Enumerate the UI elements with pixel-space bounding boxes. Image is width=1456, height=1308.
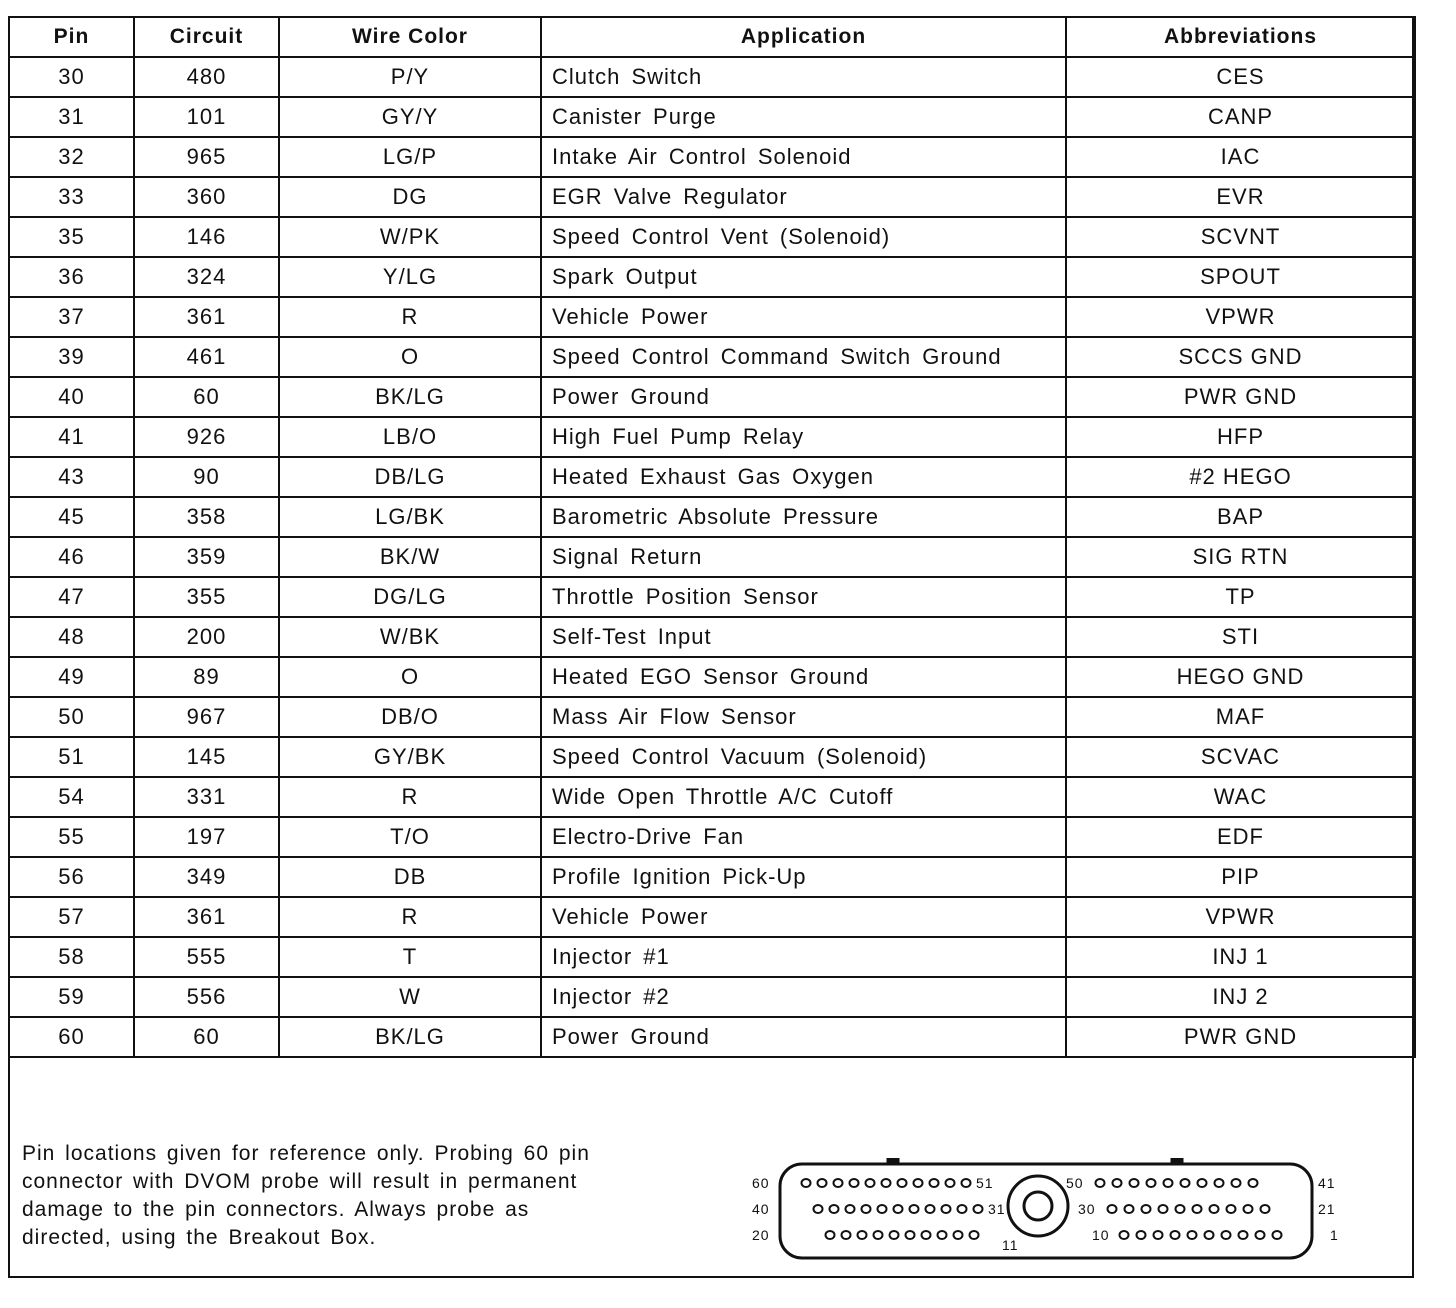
pin-hole bbox=[850, 1179, 859, 1187]
pin-label-1: 1 bbox=[1330, 1227, 1339, 1243]
pin-hole bbox=[1164, 1179, 1173, 1187]
cell-abbreviation: SCVAC bbox=[1066, 737, 1415, 777]
cell-application: Wide Open Throttle A/C Cutoff bbox=[541, 777, 1066, 817]
cell-application: Spark Output bbox=[541, 257, 1066, 297]
table-row bbox=[9, 857, 1415, 897]
cell-wire-color: DG/LG bbox=[279, 577, 541, 617]
header-application: Application bbox=[541, 17, 1066, 57]
cell-wire-color: T bbox=[279, 937, 541, 977]
pin-hole bbox=[890, 1231, 899, 1239]
cell-pin: 49 bbox=[9, 657, 134, 697]
pin-label-40: 40 bbox=[752, 1201, 770, 1217]
pin-label-41: 41 bbox=[1318, 1175, 1336, 1191]
cell-wire-color: BK/W bbox=[279, 537, 541, 577]
cell-application: Vehicle Power bbox=[541, 297, 1066, 337]
pin-hole bbox=[1137, 1231, 1146, 1239]
cell-pin: 50 bbox=[9, 697, 134, 737]
pin-hole bbox=[1171, 1231, 1180, 1239]
pin-hole bbox=[862, 1205, 871, 1213]
pin-hole bbox=[846, 1205, 855, 1213]
cell-abbreviation: SPOUT bbox=[1066, 257, 1415, 297]
cell-wire-color: P/Y bbox=[279, 57, 541, 97]
cell-pin: 55 bbox=[9, 817, 134, 857]
table-row bbox=[9, 697, 1415, 737]
cell-application: Clutch Switch bbox=[541, 57, 1066, 97]
pin-hole bbox=[898, 1179, 907, 1187]
cell-pin: 43 bbox=[9, 457, 134, 497]
cell-pin: 57 bbox=[9, 897, 134, 937]
cell-abbreviation: INJ 1 bbox=[1066, 937, 1415, 977]
cell-wire-color: DG bbox=[279, 177, 541, 217]
cell-wire-color: R bbox=[279, 897, 541, 937]
cell-wire-color: O bbox=[279, 337, 541, 377]
table-row bbox=[9, 177, 1415, 217]
pin-hole bbox=[1096, 1179, 1105, 1187]
cell-circuit: 90 bbox=[134, 457, 279, 497]
header-wire-color: Wire Color bbox=[279, 17, 541, 57]
pin-label-60: 60 bbox=[752, 1175, 770, 1191]
cell-wire-color: DB bbox=[279, 857, 541, 897]
cell-pin: 54 bbox=[9, 777, 134, 817]
pin-hole bbox=[1227, 1205, 1236, 1213]
cell-wire-color: Y/LG bbox=[279, 257, 541, 297]
table-row bbox=[9, 57, 1415, 97]
cell-pin: 30 bbox=[9, 57, 134, 97]
pin-hole bbox=[1130, 1179, 1139, 1187]
pin-hole bbox=[866, 1179, 875, 1187]
cell-abbreviation: SIG RTN bbox=[1066, 537, 1415, 577]
pin-label-50: 50 bbox=[1066, 1175, 1084, 1191]
cell-wire-color: GY/Y bbox=[279, 97, 541, 137]
pin-hole bbox=[1215, 1179, 1224, 1187]
cell-abbreviation: TP bbox=[1066, 577, 1415, 617]
pin-hole bbox=[814, 1205, 823, 1213]
cell-abbreviation: CANP bbox=[1066, 97, 1415, 137]
header-pin: Pin bbox=[9, 17, 134, 57]
cell-circuit: 197 bbox=[134, 817, 279, 857]
cell-abbreviation: VPWR bbox=[1066, 297, 1415, 337]
table-row bbox=[9, 257, 1415, 297]
table-row bbox=[9, 817, 1415, 857]
cell-wire-color: DB/O bbox=[279, 697, 541, 737]
cell-application: Injector #1 bbox=[541, 937, 1066, 977]
pin-hole bbox=[1210, 1205, 1219, 1213]
pin-label-20: 20 bbox=[752, 1227, 770, 1243]
cell-wire-color: R bbox=[279, 297, 541, 337]
cell-circuit: 360 bbox=[134, 177, 279, 217]
pin-hole bbox=[1108, 1205, 1117, 1213]
pin-hole bbox=[958, 1205, 967, 1213]
cell-abbreviation: VPWR bbox=[1066, 897, 1415, 937]
cell-pin: 51 bbox=[9, 737, 134, 777]
cell-pin: 35 bbox=[9, 217, 134, 257]
pin-hole bbox=[1120, 1231, 1129, 1239]
cell-application: Profile Ignition Pick-Up bbox=[541, 857, 1066, 897]
pin-hole bbox=[930, 1179, 939, 1187]
pin-table bbox=[8, 16, 1416, 1058]
cell-abbreviation: PWR GND bbox=[1066, 377, 1415, 417]
cell-pin: 37 bbox=[9, 297, 134, 337]
pin-hole bbox=[906, 1231, 915, 1239]
pin-hole bbox=[1198, 1179, 1207, 1187]
cell-pin: 60 bbox=[9, 1017, 134, 1057]
pin-hole bbox=[922, 1231, 931, 1239]
cell-application: Intake Air Control Solenoid bbox=[541, 137, 1066, 177]
cell-application: Injector #2 bbox=[541, 977, 1066, 1017]
pin-hole bbox=[938, 1231, 947, 1239]
pin-hole bbox=[1193, 1205, 1202, 1213]
table-row bbox=[9, 617, 1415, 657]
cell-abbreviation: BAP bbox=[1066, 497, 1415, 537]
pin-hole bbox=[1176, 1205, 1185, 1213]
pin-hole bbox=[954, 1231, 963, 1239]
table-row bbox=[9, 337, 1415, 377]
table-row bbox=[9, 737, 1415, 777]
pin-hole bbox=[1273, 1231, 1282, 1239]
cell-wire-color: GY/BK bbox=[279, 737, 541, 777]
cell-circuit: 555 bbox=[134, 937, 279, 977]
cell-circuit: 324 bbox=[134, 257, 279, 297]
cell-application: Signal Return bbox=[541, 537, 1066, 577]
pin-hole bbox=[818, 1179, 827, 1187]
cell-wire-color: W/PK bbox=[279, 217, 541, 257]
pin-hole bbox=[970, 1231, 979, 1239]
reference-note bbox=[22, 1140, 672, 1252]
cell-pin: 39 bbox=[9, 337, 134, 377]
connector-diagram bbox=[748, 1158, 1348, 1268]
pin-hole bbox=[914, 1179, 923, 1187]
cell-circuit: 145 bbox=[134, 737, 279, 777]
note-line: directed, using the Breakout Box. bbox=[22, 1226, 377, 1249]
cell-wire-color: T/O bbox=[279, 817, 541, 857]
table-header-row bbox=[9, 17, 1415, 57]
cell-abbreviation: #2 HEGO bbox=[1066, 457, 1415, 497]
pin-hole bbox=[1244, 1205, 1253, 1213]
cell-abbreviation: MAF bbox=[1066, 697, 1415, 737]
cell-circuit: 359 bbox=[134, 537, 279, 577]
cell-circuit: 355 bbox=[134, 577, 279, 617]
cell-abbreviation: PWR GND bbox=[1066, 1017, 1415, 1057]
cell-abbreviation: WAC bbox=[1066, 777, 1415, 817]
note-line: Pin locations given for reference only. Probing 60 pin bbox=[22, 1142, 590, 1165]
cell-wire-color: DB/LG bbox=[279, 457, 541, 497]
connector-outline bbox=[780, 1158, 1312, 1258]
cell-pin: 47 bbox=[9, 577, 134, 617]
cell-application: EGR Valve Regulator bbox=[541, 177, 1066, 217]
pin-label-11: 11 bbox=[1002, 1237, 1019, 1253]
cell-pin: 59 bbox=[9, 977, 134, 1017]
cell-wire-color: O bbox=[279, 657, 541, 697]
header-abbreviations: Abbreviations bbox=[1066, 17, 1415, 57]
cell-circuit: 461 bbox=[134, 337, 279, 377]
cell-pin: 33 bbox=[9, 177, 134, 217]
cell-application: Throttle Position Sensor bbox=[541, 577, 1066, 617]
table-row bbox=[9, 497, 1415, 537]
pin-label-30: 30 bbox=[1078, 1201, 1096, 1217]
pin-hole bbox=[1261, 1205, 1270, 1213]
cell-circuit: 200 bbox=[134, 617, 279, 657]
cell-wire-color: LG/BK bbox=[279, 497, 541, 537]
cell-application: Speed Control Command Switch Ground bbox=[541, 337, 1066, 377]
pin-hole bbox=[1249, 1179, 1258, 1187]
pin-hole bbox=[1125, 1205, 1134, 1213]
cell-application: Mass Air Flow Sensor bbox=[541, 697, 1066, 737]
cell-application: High Fuel Pump Relay bbox=[541, 417, 1066, 457]
pin-hole bbox=[1142, 1205, 1151, 1213]
cell-circuit: 926 bbox=[134, 417, 279, 457]
cell-circuit: 361 bbox=[134, 897, 279, 937]
cell-application: Canister Purge bbox=[541, 97, 1066, 137]
pin-hole bbox=[910, 1205, 919, 1213]
cell-circuit: 60 bbox=[134, 377, 279, 417]
cell-circuit: 89 bbox=[134, 657, 279, 697]
table-body bbox=[9, 57, 1415, 1057]
cell-application: Self-Test Input bbox=[541, 617, 1066, 657]
pin-hole bbox=[858, 1231, 867, 1239]
cell-abbreviation: IAC bbox=[1066, 137, 1415, 177]
table-row bbox=[9, 137, 1415, 177]
cell-pin: 40 bbox=[9, 377, 134, 417]
note-line: damage to the pin connectors. Always probe as bbox=[22, 1198, 530, 1221]
pin-hole bbox=[1256, 1231, 1265, 1239]
cell-wire-color: R bbox=[279, 777, 541, 817]
pin-label-31: 31 bbox=[988, 1201, 1006, 1217]
cell-circuit: 556 bbox=[134, 977, 279, 1017]
table-row bbox=[9, 417, 1415, 457]
cell-abbreviation: HEGO GND bbox=[1066, 657, 1415, 697]
pin-hole bbox=[1205, 1231, 1214, 1239]
table-row bbox=[9, 577, 1415, 617]
cell-abbreviation: EVR bbox=[1066, 177, 1415, 217]
pin-hole bbox=[1222, 1231, 1231, 1239]
cell-application: Power Ground bbox=[541, 377, 1066, 417]
pin-hole bbox=[1181, 1179, 1190, 1187]
cell-abbreviation: STI bbox=[1066, 617, 1415, 657]
table-row bbox=[9, 217, 1415, 257]
pin-hole bbox=[1188, 1231, 1197, 1239]
pin-hole bbox=[842, 1231, 851, 1239]
pin-hole bbox=[834, 1179, 843, 1187]
cell-application: Heated EGO Sensor Ground bbox=[541, 657, 1066, 697]
pin-hole bbox=[1154, 1231, 1163, 1239]
cell-pin: 56 bbox=[9, 857, 134, 897]
pin-hole bbox=[882, 1179, 891, 1187]
cell-wire-color: BK/LG bbox=[279, 377, 541, 417]
cell-circuit: 361 bbox=[134, 297, 279, 337]
cell-circuit: 480 bbox=[134, 57, 279, 97]
table-row bbox=[9, 897, 1415, 937]
pin-holes bbox=[802, 1179, 1282, 1239]
header-circuit: Circuit bbox=[134, 17, 279, 57]
cell-abbreviation: CES bbox=[1066, 57, 1415, 97]
cell-pin: 45 bbox=[9, 497, 134, 537]
pin-hole bbox=[962, 1179, 971, 1187]
cell-pin: 36 bbox=[9, 257, 134, 297]
cell-pin: 46 bbox=[9, 537, 134, 577]
cell-circuit: 967 bbox=[134, 697, 279, 737]
cell-application: Electro-Drive Fan bbox=[541, 817, 1066, 857]
table-row bbox=[9, 97, 1415, 137]
cell-pin: 32 bbox=[9, 137, 134, 177]
cell-circuit: 358 bbox=[134, 497, 279, 537]
pin-hole bbox=[1147, 1179, 1156, 1187]
cell-pin: 41 bbox=[9, 417, 134, 457]
cell-abbreviation: INJ 2 bbox=[1066, 977, 1415, 1017]
pin-hole bbox=[1232, 1179, 1241, 1187]
cell-pin: 58 bbox=[9, 937, 134, 977]
table-row bbox=[9, 777, 1415, 817]
pin-label-21: 21 bbox=[1318, 1201, 1336, 1217]
table-row bbox=[9, 377, 1415, 417]
cell-abbreviation: SCVNT bbox=[1066, 217, 1415, 257]
cell-application: Power Ground bbox=[541, 1017, 1066, 1057]
center-keyway bbox=[1008, 1176, 1068, 1236]
cell-abbreviation: EDF bbox=[1066, 817, 1415, 857]
cell-wire-color: W/BK bbox=[279, 617, 541, 657]
cell-application: Speed Control Vent (Solenoid) bbox=[541, 217, 1066, 257]
cell-wire-color: BK/LG bbox=[279, 1017, 541, 1057]
table-row bbox=[9, 657, 1415, 697]
cell-circuit: 101 bbox=[134, 97, 279, 137]
cell-pin: 31 bbox=[9, 97, 134, 137]
table-row bbox=[9, 457, 1415, 497]
cell-wire-color: W bbox=[279, 977, 541, 1017]
cell-abbreviation: PIP bbox=[1066, 857, 1415, 897]
table-row bbox=[9, 977, 1415, 1017]
pin-hole bbox=[874, 1231, 883, 1239]
pin-hole bbox=[894, 1205, 903, 1213]
cell-application: Heated Exhaust Gas Oxygen bbox=[541, 457, 1066, 497]
pin-hole bbox=[942, 1205, 951, 1213]
pin-hole bbox=[1113, 1179, 1122, 1187]
cell-wire-color: LB/O bbox=[279, 417, 541, 457]
table-row bbox=[9, 297, 1415, 337]
note-line: connector with DVOM probe will result in permanent bbox=[22, 1170, 578, 1193]
cell-circuit: 146 bbox=[134, 217, 279, 257]
pin-reference-sheet bbox=[8, 16, 1414, 1278]
cell-circuit: 331 bbox=[134, 777, 279, 817]
pin-hole bbox=[826, 1231, 835, 1239]
pin-label-10: 10 bbox=[1092, 1227, 1110, 1243]
cell-application: Vehicle Power bbox=[541, 897, 1066, 937]
cell-circuit: 60 bbox=[134, 1017, 279, 1057]
table-row bbox=[9, 937, 1415, 977]
cell-abbreviation: SCCS GND bbox=[1066, 337, 1415, 377]
pin-hole bbox=[802, 1179, 811, 1187]
pin-hole bbox=[878, 1205, 887, 1213]
table-row bbox=[9, 537, 1415, 577]
cell-pin: 48 bbox=[9, 617, 134, 657]
pin-label-51: 51 bbox=[976, 1175, 994, 1191]
cell-application: Barometric Absolute Pressure bbox=[541, 497, 1066, 537]
pin-hole bbox=[1239, 1231, 1248, 1239]
cell-abbreviation: HFP bbox=[1066, 417, 1415, 457]
cell-application: Speed Control Vacuum (Solenoid) bbox=[541, 737, 1066, 777]
cell-circuit: 349 bbox=[134, 857, 279, 897]
pin-hole bbox=[1159, 1205, 1168, 1213]
table-row bbox=[9, 1017, 1415, 1057]
pin-hole bbox=[946, 1179, 955, 1187]
pin-hole bbox=[974, 1205, 983, 1213]
pin-hole bbox=[926, 1205, 935, 1213]
cell-wire-color: LG/P bbox=[279, 137, 541, 177]
cell-circuit: 965 bbox=[134, 137, 279, 177]
pin-hole bbox=[830, 1205, 839, 1213]
